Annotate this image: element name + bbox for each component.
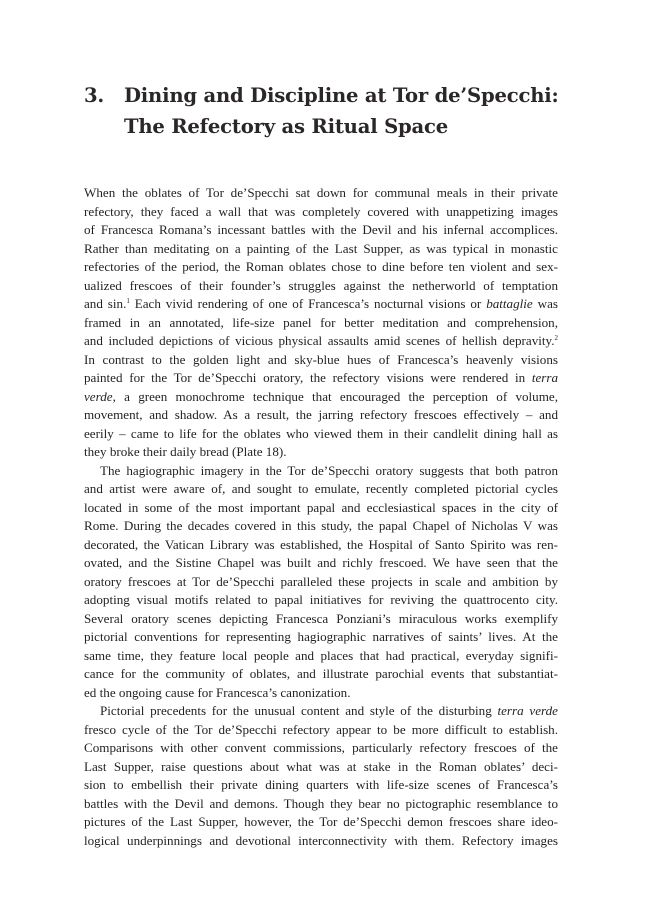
body-line (84, 499, 558, 518)
body-text-segment: cance for the community of oblates, and illustrate parochial events that substantiat- (84, 666, 558, 681)
body-text-segment: ualized frescoes of their founder’s struggles against the netherworld of temptation (84, 277, 558, 293)
body-line (84, 295, 558, 314)
body-text-segment: ovated, and the Sistine Chapel was built and richly frescoed. We have seen that the (84, 555, 558, 570)
body-line (84, 351, 558, 370)
italic-text: battaglie (486, 296, 533, 311)
body-text-segment: refectories of the period, the Roman oblates chose to dine before ten violent and sex- (84, 259, 558, 274)
body-line (84, 758, 558, 777)
body-text-segment: When the oblates of Tor de’Specchi sat down for communal meals in their private (84, 185, 558, 200)
body-text-segment: battles with the Devil and demons. Though they bear no pictographic resemblance to (84, 795, 558, 811)
body-line (84, 517, 558, 536)
body-text-segment: movement, and shadow. As a result, the jarring refectory frescoes effectively – and (84, 407, 558, 422)
chapter-title (124, 80, 559, 142)
body-line (84, 647, 558, 666)
body-text-segment: pictorial conventions for representing hagiographic narratives of saints’ lives. At the (84, 629, 558, 644)
body-line (84, 314, 558, 333)
body-line (84, 258, 558, 277)
book-page (84, 80, 558, 850)
body-text-segment: Last Supper, raise questions about what was at stake in the Roman oblates’ deci- (84, 758, 558, 774)
body-line (84, 776, 558, 795)
body-line (84, 221, 558, 240)
body-text-segment: In contrast to the golden light and sky-blue hues of Francesca’s heavenly visions (84, 351, 558, 367)
body-text (84, 184, 558, 850)
body-text-segment: , a green monochrome technique that encouraged the perception of volume, (112, 388, 558, 404)
body-text-segment: Pictorial precedents for the unusual content and style of the disturbing (100, 703, 498, 718)
body-line (84, 369, 558, 388)
body-text-segment: pictures of the Last Supper, however, the Tor de’Specchi demon frescoes share ideo- (84, 814, 558, 829)
chapter-heading (84, 80, 558, 142)
body-line (84, 721, 558, 740)
body-line (84, 462, 558, 481)
body-line (84, 536, 558, 555)
body-line (84, 739, 558, 758)
body-text-segment: logical underpinnings and devotional interconnectivity with them. Refectory images (84, 832, 558, 848)
body-text-segment: fresco cycle of the Tor de’Specchi refectory appear to be more difficult to establish. (84, 721, 558, 737)
body-text-segment: Several oratory scenes depicting Francesca Ponziani’s miraculous works exemplify (84, 610, 558, 626)
body-line (84, 665, 558, 684)
body-line (84, 554, 558, 573)
footnote-marker[interactable]: 2 (554, 334, 558, 342)
body-line (84, 388, 558, 407)
body-line (84, 813, 558, 832)
italic-text: verde (84, 388, 113, 404)
body-text-segment: Comparisons with other convent commissions, particularly refectory frescoes of the (84, 740, 558, 755)
body-text-segment: Rome. During the decades covered in this study, the papal Chapel of Nicholas V was (84, 518, 558, 533)
body-line (84, 277, 558, 296)
footnote-marker[interactable]: 1 (126, 297, 130, 305)
chapter-title-line: The Refectory as Ritual Space (124, 115, 449, 138)
body-text-segment: sion to embellish their private dining quarters with life-size scenes of Francesca’s (84, 777, 558, 792)
body-text-segment: adopting visual motifs related to papal initiatives for reviving the quattrocento city. (84, 592, 558, 607)
body-line (84, 610, 558, 629)
chapter-number: 3. (84, 84, 105, 107)
body-text-segment: painted for the Tor de’Specchi oratory, the refectory visions were rendered in (84, 370, 532, 385)
body-text-segment: framed in an annotated, life-size panel for better meditation and comprehension, (84, 314, 558, 330)
body-text-segment: oratory frescoes at Tor de’Specchi paralleled these projects in scale and ambition by (84, 573, 558, 589)
body-text-segment: refectory, they faced a wall that was completely covered with unappetizing images (84, 203, 558, 219)
body-line (84, 443, 558, 462)
body-line (84, 591, 558, 610)
body-text-segment: eerily – came to life for the oblates who viewed them in their candlelit dining hall as (84, 425, 558, 441)
italic-text: terra (531, 370, 558, 385)
body-text-segment: and included depictions of vicious physical assaults amid scenes of hellish depravity. (84, 333, 555, 348)
body-line (84, 684, 558, 703)
body-line (84, 702, 558, 721)
body-text-segment: and sin. (84, 296, 127, 311)
body-text-segment: ed the ongoing cause for Francesca’s canonization. (84, 684, 351, 700)
body-text-segment: was (532, 296, 559, 311)
italic-text: terra verde (497, 703, 558, 718)
body-text-segment: of Francesca Romana’s incessant battles with the Devil and his infernal accomplices. (84, 222, 558, 237)
body-line (84, 832, 558, 851)
body-line (84, 628, 558, 647)
body-line (84, 240, 558, 259)
body-text-segment: they broke their daily bread (Plate 18). (84, 444, 287, 459)
body-text-segment: and artist were aware of, and sought to emulate, recently completed pictorial cycles (84, 481, 558, 496)
body-text-segment: Each vivid rendering of one of Francesca’s nocturnal visions or (129, 296, 487, 311)
body-line (84, 480, 558, 499)
body-line (84, 795, 558, 814)
body-line (84, 573, 558, 592)
chapter-title-line: Dining and Discipline at Tor de’Specchi: (124, 84, 559, 107)
body-text-segment: The hagiographic imagery in the Tor de’Specchi oratory suggests that both patron (100, 462, 558, 478)
body-text-segment: located in some of the most important papal and ecclesiastical spaces in the city of (84, 499, 558, 515)
body-text-segment: same time, they feature local people and places that had practical, everyday signifi- (84, 647, 558, 663)
body-text-segment: Rather than meditating on a painting of the Last Supper, as was typical in monastic (84, 240, 558, 256)
body-line (84, 332, 558, 351)
body-line (84, 203, 558, 222)
body-line (84, 184, 558, 203)
body-text-segment: decorated, the Vatican Library was established, the Hospital of Santo Spirito was ren- (84, 536, 558, 552)
body-line (84, 425, 558, 444)
body-line (84, 406, 558, 425)
